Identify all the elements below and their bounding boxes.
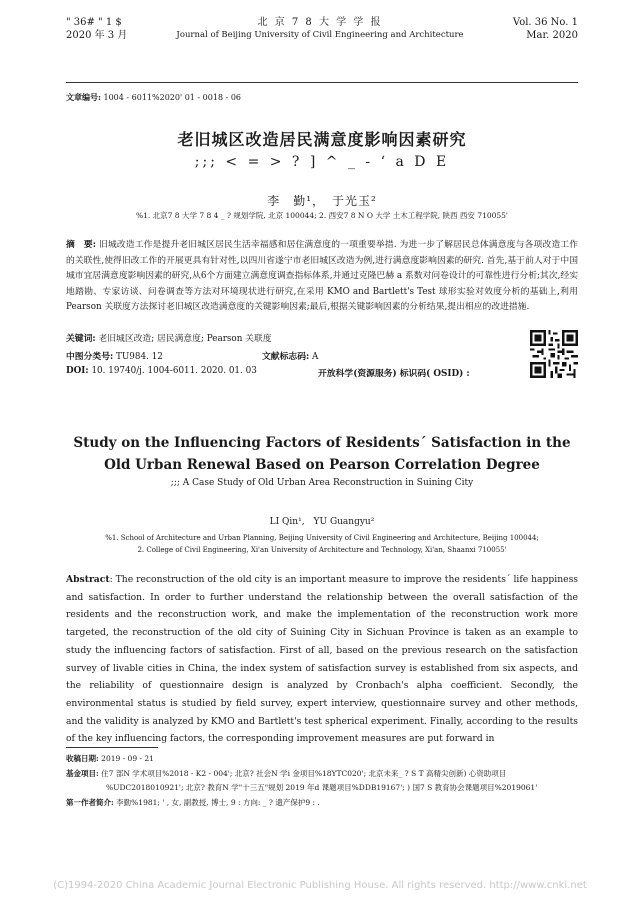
first-author-info: [66, 796, 578, 811]
issue-date: 2020 年 3 月: [66, 30, 128, 41]
osid-label: 开放科学(资源服务) 标识码( OSID) :: [318, 369, 470, 379]
journal-name: [140, 16, 500, 42]
doi-value: 10. 19740/j. 1004-6011. 2020. 01. 03: [91, 366, 257, 376]
date-en: Mar. 2020: [526, 30, 578, 41]
journal-name-en: Journal of Beijing University of Civil Engineering and Architecture: [176, 30, 464, 40]
chinese-abstract-label: 摘 要:: [66, 240, 97, 250]
clc-number: [66, 349, 163, 362]
volume-issue: " 36# " 1 $: [66, 17, 122, 28]
copyright-watermark: (C)1994-2020 China Academic Journal Electronic Publishing House. All rights reserved. http://www.cnki.net: [53, 880, 587, 891]
clc-label: 中图分类号:: [66, 352, 114, 362]
english-title-line2: Old Urban Renewal Based on Pearson Correlation Degree: [104, 457, 540, 473]
article-number-label: 文章编号:: [66, 92, 101, 102]
english-affiliation-line1: %1. School of Architecture and Urban Planning, Beijing University of Civil Engineering and Architecture, Beijing 100044;: [105, 534, 539, 542]
chinese-title: 老旧城区改造居民满意度影响因素研究: [177, 130, 467, 149]
english-abstract: [66, 571, 578, 748]
chinese-authors: 李 勤¹， 于光玉²: [267, 194, 377, 208]
chinese-keywords: [66, 331, 272, 344]
doc-code-value: A: [312, 352, 319, 362]
fund-line2: %UDC2018010921'; 北京? 教育N 学"十三五"规划 2019 年d 课题项目%DDB19167'; ) 国7 S 教育协会课题项目%2019061': [106, 783, 538, 792]
document-code: [262, 349, 318, 362]
footnotes: [66, 752, 578, 810]
footnote-rule: [66, 747, 158, 748]
english-subtitle: ;;; A Case Study of Old Urban Area Reconstruction in Suining City: [170, 478, 474, 488]
qr-code-icon[interactable]: [530, 330, 578, 378]
received-date: [66, 752, 578, 767]
doi-label: DOI:: [66, 366, 89, 376]
keywords-text: 老旧城区改造; 居民满意度; Pearson 关联度: [98, 334, 272, 344]
volume-number-en: Vol. 36 No. 1: [512, 17, 578, 28]
keywords-label: 关键词:: [66, 334, 96, 344]
chinese-abstract-text: 旧城改造工作是提升老旧城区居民生活幸福感和居住满意度的一项重要举措. 为进一步了解居民总体满意度与各项改造工作的关联性,使得旧改工作的开展更具有针对性,以四川省遂宁市老旧城区改造为例,进行满意度影响因素的研究. 首先,基于前人对于中国城市宜居满意度影响因素的研究,从6个方面建立满意度调查指标体系,并通过克隆巴赫 a 系数对问卷设计的可靠性进行分析;其次,经实地踏勘、专家访谈、问卷调查等方法对环境现状进行研究,在采用 KMO and Bartlett's Test 球形实验对效度分析的基础上,利用 Pearson 关联度方法探讨老旧城区改造满意度的关键影响因素;最后,根据关键影响因素的分析结果,提出相应的改进措施.: [66, 240, 578, 313]
fund-line1: 住7 部N 学术项目%2018 - K2 - 004'; 北京? 社会N 学i 金项目%18YTC020'; 北京未来_ ? S T 高精尖创新) 心资助项目: [101, 768, 507, 778]
doi: [66, 366, 257, 376]
received-label: 收稿日期:: [66, 754, 99, 763]
article-number-value: 1004 - 6011%2020' 01 - 0018 - 06: [103, 93, 242, 102]
received-value: 2019 - 09 - 21: [101, 754, 154, 763]
chinese-subtitle: ;;; < = > ? ] ^ _ - ‘ a D E: [194, 154, 450, 170]
chinese-abstract: [66, 238, 578, 316]
first-author-value: 李勤%1981; ' , 女, 副教授, 博士, 9 : 方向: _ ? 遗产保护9 : .: [116, 797, 320, 807]
english-authors: LI Qin¹, YU Guangyu²: [269, 517, 375, 527]
english-affiliation-line2: 2. College of Civil Engineering, Xi'an University of Architecture and Technology, Xi'an, Shaanxi 710055': [137, 546, 507, 554]
english-abstract-label: Abstract: [66, 574, 110, 585]
journal-volume-info: [66, 16, 127, 42]
english-affiliation: [66, 532, 578, 556]
english-abstract-text: : The reconstruction of the old city is an important measure to improve the residents´ life happiness and satisfaction. In order to further understand the relationship between the overall satisfaction of the residents and the reconstruction work, and make the implementation of the reconstruction work more targeted, the reconstruction of the old city of Suining City in Sichuan Province is taken as an example to study the influencing factors of satisfaction. First of all, based on the previous research on the satisfaction survey of livable cities in China, the index system of satisfaction survey is established from six aspects, and the reliability of questionnaire design is analyzed by Cronbach's alpha coefficient. Secondly, the environmental status is studied by field survey, expert interview, questionnaire survey and other methods, and the validity is analyzed by KMO and Bartlett's test spherical experiment. Finally, according to the results of the key influencing factors, the corresponding improvement measures are put forward in: [66, 574, 578, 745]
chinese-affiliation: %1. 北京7 8 大学 7 8 4 _ ? 规划学院, 北京 100044; 2. 西安7 8 N O 大学 土木工程学院, 陕西 西安 710055': [135, 211, 508, 220]
fund-label: 基金项目:: [66, 768, 99, 778]
english-title: [66, 432, 578, 476]
english-title-line1: Study on the Influencing Factors of Residents´ Satisfaction in the: [73, 435, 571, 451]
journal-name-cn: 北 京 7 8 大 学 学 报: [257, 17, 383, 28]
clc-value: TU984. 12: [116, 352, 163, 362]
fund-info: [66, 767, 578, 782]
article-number: [66, 92, 241, 103]
doc-code-label: 文献标志码:: [262, 352, 310, 362]
header-rule: [66, 82, 578, 83]
first-author-label: 第一作者简介:: [66, 797, 114, 807]
journal-volume-en: [513, 16, 578, 42]
